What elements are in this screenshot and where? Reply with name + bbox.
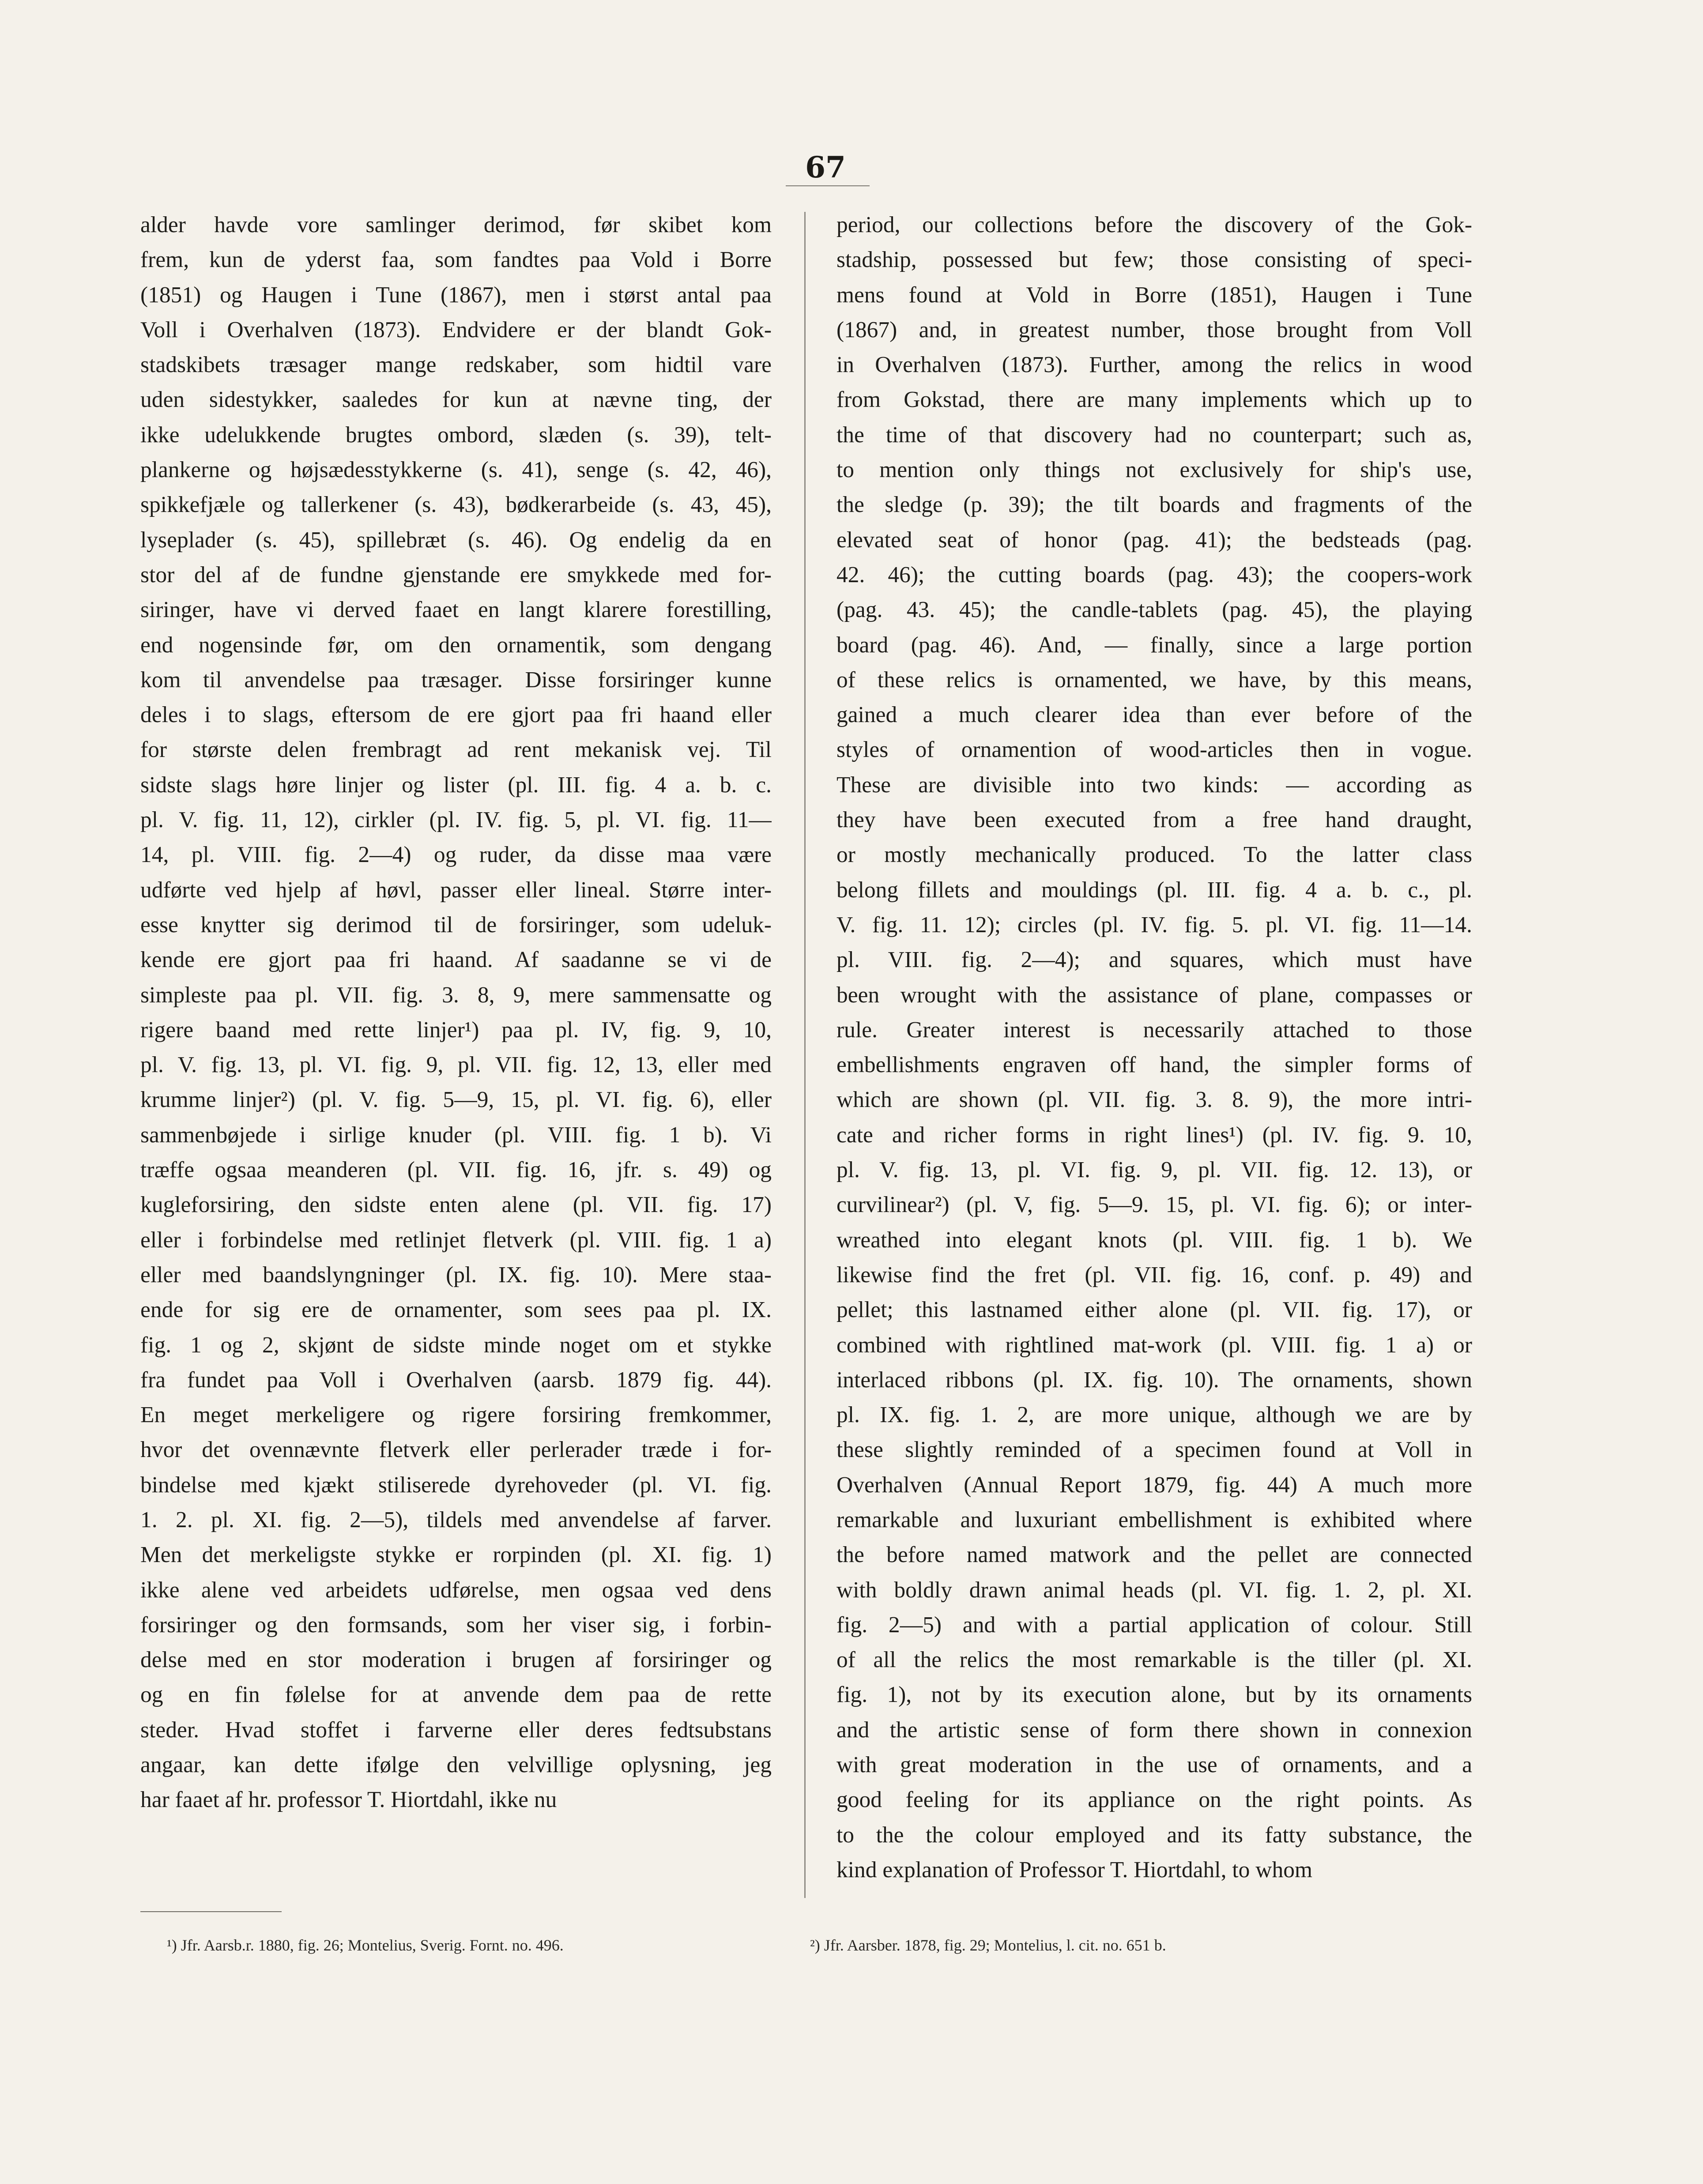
english-text-column	[836, 207, 1472, 1887]
text-line: bindelse med kjækt stiliserede dyrehoveder (pl. VI. fig.	[140, 1472, 772, 1498]
text-line: pl. V. fig. 13, pl. VI. fig. 9, pl. VII. fig. 12, 13, eller med	[140, 1052, 772, 1078]
text-line: Men det merkeligste stykke er rorpinden (pl. XI. fig. 1)	[140, 1542, 772, 1568]
text-line: embellishments engraven off hand, the simpler forms of	[836, 1052, 1472, 1078]
footnote-right: ²) Jfr. Aarsber. 1878, fig. 29; Montelius, l. cit. no. 651 b.	[810, 1936, 1166, 1954]
text-line: combined with rightlined mat-work (pl. VIII. fig. 1 a) or	[836, 1332, 1472, 1358]
text-line: frem, kun de yderst faa, som fandtes paa Vold i Borre	[140, 247, 772, 273]
text-line: Voll i Overhalven (1873). Endvidere er der blandt Gok-	[140, 317, 772, 343]
text-line: curvilinear²) (pl. V, fig. 5—9. 15, pl. VI. fig. 6); or inter-	[836, 1192, 1472, 1218]
text-line: rule. Greater interest is necessarily attached to those	[836, 1017, 1472, 1043]
text-line: eller med baandslyngninger (pl. IX. fig. 10). Mere staa-	[140, 1262, 772, 1288]
text-line: spikkefjæle og tallerkener (s. 43), bødkerarbeide (s. 43, 45),	[140, 492, 772, 518]
text-line: elevated seat of honor (pag. 41); the bedsteads (pag.	[836, 527, 1472, 553]
text-line: angaar, kan dette ifølge den velvillige oplysning, jeg	[140, 1752, 772, 1778]
text-line: (1851) og Haugen i Tune (1867), men i størst antal paa	[140, 282, 772, 308]
text-line: pl. VIII. fig. 2—4); and squares, which must have	[836, 947, 1472, 973]
text-line: sammenbøjede i sirlige knuder (pl. VIII. fig. 1 b). Vi	[140, 1122, 772, 1148]
text-line: 42. 46); the cutting boards (pag. 43); the coopers-work	[836, 562, 1472, 587]
text-line: kugleforsiring, den sidste enten alene (pl. VII. fig. 17)	[140, 1192, 772, 1218]
text-line: mens found at Vold in Borre (1851), Haugen i Tune	[836, 282, 1472, 308]
text-line: board (pag. 46). And, — finally, since a large portion	[836, 632, 1472, 658]
text-line: from Gokstad, there are many implements which up to	[836, 387, 1472, 413]
text-line: kende ere gjort paa fri haand. Af saadanne se vi de	[140, 947, 772, 973]
text-line: pl. V. fig. 13, pl. VI. fig. 9, pl. VII. fig. 12. 13), or	[836, 1157, 1472, 1183]
text-line: 1. 2. pl. XI. fig. 2—5), tildels med anvendelse af farver.	[140, 1507, 772, 1533]
text-line: og en fin følelse for at anvende dem paa de rette	[140, 1682, 772, 1708]
text-line: sidste slags høre linjer og lister (pl. III. fig. 4 a. b. c.	[140, 772, 772, 798]
text-line: for største delen frembragt ad rent mekanisk vej. Til	[140, 737, 772, 763]
text-line: pl. IX. fig. 1. 2, are more unique, although we are by	[836, 1402, 1472, 1428]
text-line: ikke udelukkende brugtes ombord, slæden (s. 39), telt-	[140, 422, 772, 448]
text-line: stadskibets træsager mange redskaber, som hidtil vare	[140, 352, 772, 378]
text-line: (pag. 43. 45); the candle-tablets (pag. 45), the playing	[836, 597, 1472, 623]
text-line: siringer, have vi derved faaet en langt klarere forestilling,	[140, 597, 772, 623]
text-line: the sledge (p. 39); the tilt boards and fragments of the	[836, 492, 1472, 518]
text-line: and the artistic sense of form there shown in connexion	[836, 1717, 1472, 1743]
text-line: fig. 2—5) and with a partial application of colour. Still	[836, 1612, 1472, 1638]
text-line: the before named matwork and the pellet are connected	[836, 1542, 1472, 1568]
text-line: 14, pl. VIII. fig. 2—4) og ruder, da disse maa være	[140, 842, 772, 868]
text-line: of these relics is ornamented, we have, by this means,	[836, 667, 1472, 693]
text-line: har faaet af hr. professor T. Hiortdahl, ikke nu	[140, 1787, 557, 1813]
text-line: hvor det ovennævnte fletverk eller perlerader træde i for-	[140, 1437, 772, 1463]
text-line: simpleste paa pl. VII. fig. 3. 8, 9, mere sammensatte og	[140, 982, 772, 1008]
text-line: ikke alene ved arbeidets udførelse, men ogsaa ved dens	[140, 1577, 772, 1603]
text-line: with boldly drawn animal heads (pl. VI. fig. 1. 2, pl. XI.	[836, 1577, 1472, 1603]
text-line: of all the relics the most remarkable is the tiller (pl. XI.	[836, 1647, 1472, 1673]
text-line: krumme linjer²) (pl. V. fig. 5—9, 15, pl. VI. fig. 6), eller	[140, 1087, 772, 1113]
text-line: styles of ornamention of wood-articles then in vogue.	[836, 737, 1472, 763]
text-line: interlaced ribbons (pl. IX. fig. 10). The ornaments, shown	[836, 1367, 1472, 1393]
text-line: fra fundet paa Voll i Overhalven (aarsb. 1879 fig. 44).	[140, 1367, 772, 1393]
text-line: Overhalven (Annual Report 1879, fig. 44) A much more	[836, 1472, 1472, 1498]
text-line: plankerne og højsædesstykkerne (s. 41), senge (s. 42, 46),	[140, 457, 772, 483]
text-line: alder havde vore samlinger derimod, før skibet kom	[140, 212, 772, 237]
text-line: uden sidestykker, saaledes for kun at nævne ting, der	[140, 387, 772, 413]
norwegian-text-column	[140, 207, 772, 1818]
page-number: 67	[805, 150, 846, 185]
text-line: in Overhalven (1873). Further, among the relics in wood	[836, 352, 1472, 378]
text-line: kind explanation of Professor T. Hiortdahl, to whom	[836, 1857, 1313, 1883]
text-line: esse knytter sig derimod til de forsiringer, som udeluk-	[140, 912, 772, 938]
text-line: pellet; this lastnamed either alone (pl. VII. fig. 17), or	[836, 1297, 1472, 1323]
text-line: they have been executed from a free hand draught,	[836, 807, 1472, 833]
text-line: period, our collections before the discovery of the Gok-	[836, 212, 1472, 237]
text-line: fig. 1 og 2, skjønt de sidste minde noget om et stykke	[140, 1332, 772, 1358]
text-line: these slightly reminded of a specimen found at Voll in	[836, 1437, 1472, 1463]
text-line: which are shown (pl. VII. fig. 3. 8. 9), the more intri-	[836, 1087, 1472, 1113]
text-line: delse med en stor moderation i brugen af forsiringer og	[140, 1647, 772, 1673]
text-line: træffe ogsaa meanderen (pl. VII. fig. 16, jfr. s. 49) og	[140, 1157, 772, 1183]
text-line: steder. Hvad stoffet i farverne eller deres fedtsubstans	[140, 1717, 772, 1743]
text-line: En meget merkeligere og rigere forsiring fremkommer,	[140, 1402, 772, 1428]
text-line: likewise find the fret (pl. VII. fig. 16, conf. p. 49) and	[836, 1262, 1472, 1288]
text-line: gained a much clearer idea than ever before of the	[836, 702, 1472, 728]
text-line: or mostly mechanically produced. To the latter class	[836, 842, 1472, 868]
text-line: V. fig. 11. 12); circles (pl. IV. fig. 5. pl. VI. fig. 11—14.	[836, 912, 1472, 938]
text-line: remarkable and luxuriant embellishment is exhibited where	[836, 1507, 1472, 1533]
text-line: These are divisible into two kinds: — according as	[836, 772, 1472, 798]
text-line: good feeling for its appliance on the right points. As	[836, 1787, 1472, 1813]
text-line: to the the colour employed and its fatty substance, the	[836, 1822, 1472, 1848]
text-line: wreathed into elegant knots (pl. VIII. fig. 1 b). We	[836, 1227, 1472, 1253]
text-line: (1867) and, in greatest number, those brought from Voll	[836, 317, 1472, 343]
text-line: lyseplader (s. 45), spillebræt (s. 46). Og endelig da en	[140, 527, 772, 553]
text-line: kom til anvendelse paa træsager. Disse forsiringer kunne	[140, 667, 772, 693]
text-line: deles i to slags, eftersom de ere gjort paa fri haand eller	[140, 702, 772, 728]
text-line: belong fillets and mouldings (pl. III. fig. 4 a. b. c., pl.	[836, 877, 1472, 903]
text-line: rigere baand med rette linjer¹) paa pl. IV, fig. 9, 10,	[140, 1017, 772, 1043]
text-line: udførte ved hjelp af høvl, passer eller lineal. Større inter-	[140, 877, 772, 903]
text-line: been wrought with the assistance of plane, compasses or	[836, 982, 1472, 1008]
column-divider	[804, 212, 806, 1898]
text-line: to mention only things not exclusively for ship's use,	[836, 457, 1472, 483]
text-line: cate and richer forms in right lines¹) (pl. IV. fig. 9. 10,	[836, 1122, 1472, 1148]
footnote-rule	[140, 1911, 282, 1912]
text-line: ende for sig ere de ornamenter, som sees paa pl. IX.	[140, 1297, 772, 1323]
footnote-left: ¹) Jfr. Aarsb.r. 1880, fig. 26; Montelius, Sverig. Fornt. no. 496.	[167, 1936, 564, 1954]
text-line: eller i forbindelse med retlinjet fletverk (pl. VIII. fig. 1 a)	[140, 1227, 772, 1253]
text-line: with great moderation in the use of ornaments, and a	[836, 1752, 1472, 1778]
text-line: stadship, possessed but few; those consisting of speci-	[836, 247, 1472, 273]
text-line: pl. V. fig. 11, 12), cirkler (pl. IV. fig. 5, pl. VI. fig. 11—	[140, 807, 772, 833]
text-line: stor del af de fundne gjenstande ere smykkede med for-	[140, 562, 772, 587]
page-number-rule	[786, 185, 870, 186]
text-line: forsiringer og den formsands, som her viser sig, i forbin-	[140, 1612, 772, 1638]
text-line: the time of that discovery had no counterpart; such as,	[836, 422, 1472, 448]
text-line: fig. 1), not by its execution alone, but by its ornaments	[836, 1682, 1472, 1708]
text-line: end nogensinde før, om den ornamentik, som dengang	[140, 632, 772, 658]
